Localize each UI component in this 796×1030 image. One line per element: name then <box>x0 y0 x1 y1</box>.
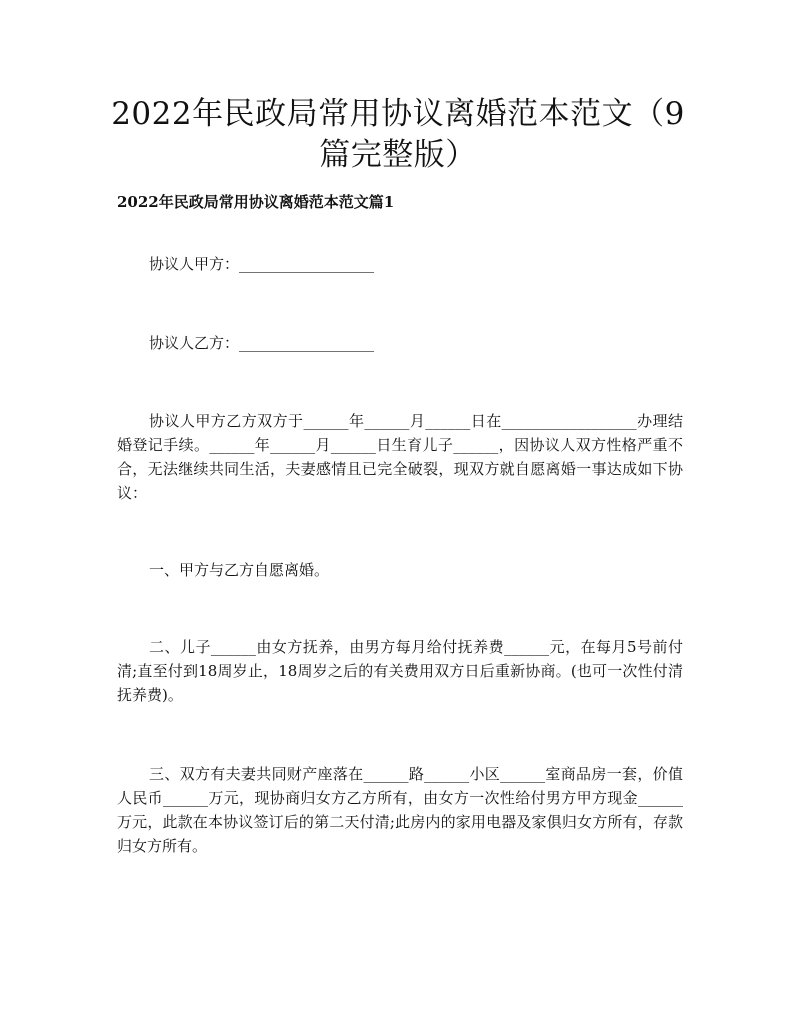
document-title: 2022年民政局常用协议离婚范本范文（9篇完整版） <box>111 96 685 173</box>
paragraph-preamble: 协议人甲方乙方双方于______年______月______日在__________________办理结婚登记手续。______年______月______日生育儿子______，因协议人双方性格严重不合，无法继续共同生活，夫妻感情且已完全破裂，现双方就自愿离婚一事达成如下协议： <box>117 412 683 502</box>
paragraph-clause-2: 二、儿子______由女方抚养，由男方每月给付抚养费______元，在每月5号前付清;直至付到18周岁止，18周岁之后的有关费用双方日后重新协商。(也可一次性付清抚养费)。 <box>117 638 683 704</box>
paragraph-party-b: 协议人乙方：__________________ <box>149 334 375 352</box>
section-heading: 2022年民政局常用协议离婚范本范文篇1 <box>117 193 395 211</box>
paragraph-party-a: 协议人甲方：__________________ <box>149 255 375 273</box>
paragraph-clause-3: 三、双方有夫妻共同财产座落在______路______小区______室商品房一套，价值人民币______万元，现协商归女方乙方所有，由女方一次性给付男方甲方现金______万元，此款在本协议签订后的第二天付清;此房内的家用电器及家俱归女方所有，存款归女方所有。 <box>117 765 683 855</box>
paragraph-clause-1: 一、甲方与乙方自愿离婚。 <box>149 561 330 579</box>
